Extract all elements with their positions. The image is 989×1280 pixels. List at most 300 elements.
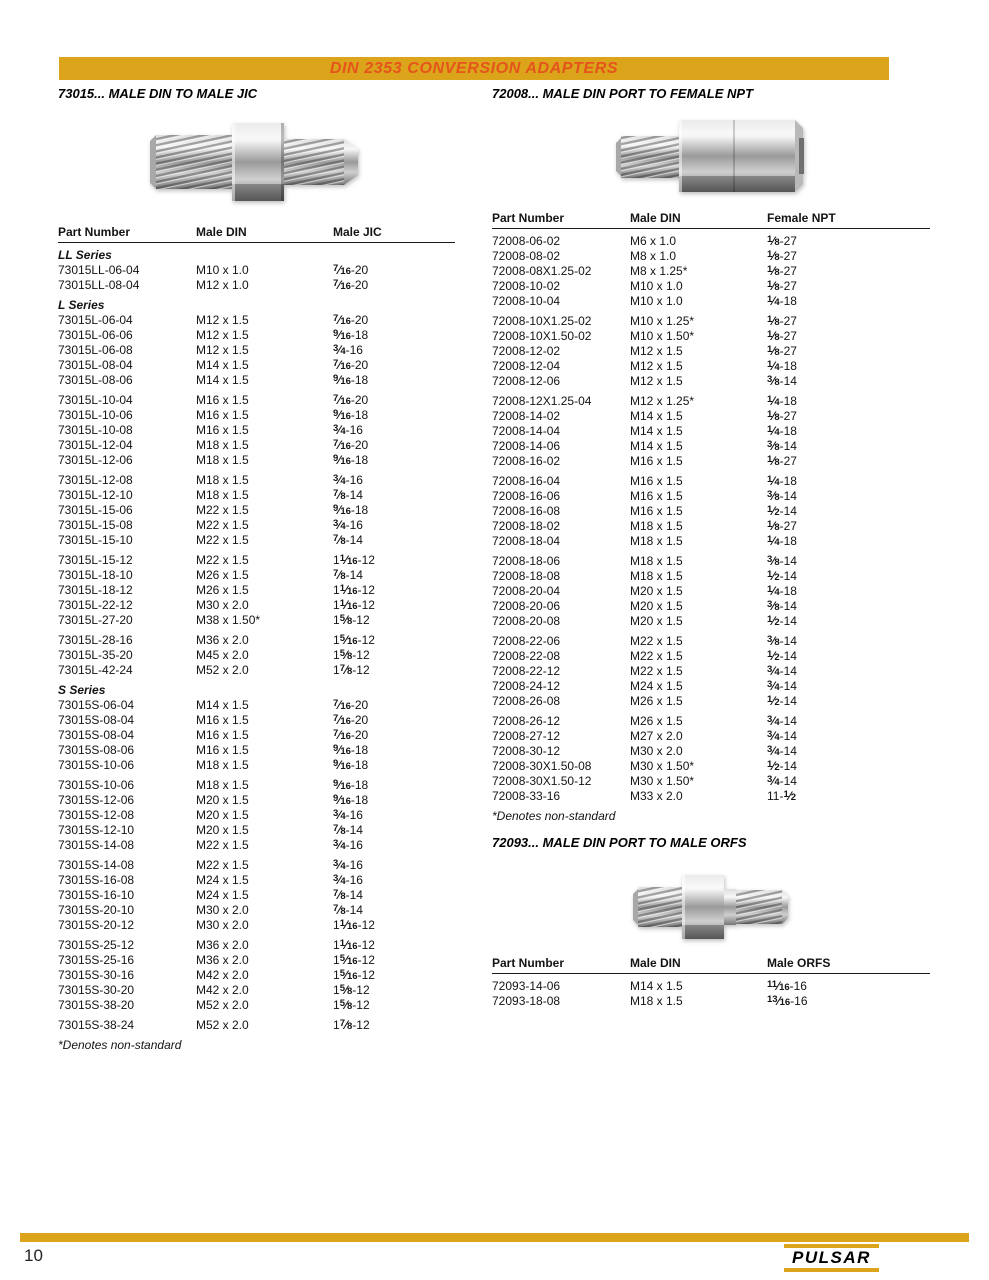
- table-row: [58, 503, 455, 518]
- part-number-cell: 72008-14-04: [492, 424, 561, 438]
- male-din-cell: M12 x 1.5: [630, 359, 683, 373]
- row-group: [58, 778, 455, 853]
- table-row: [492, 489, 930, 504]
- row-group: [58, 248, 455, 293]
- thread-size-cell: $1^5⁄8-12$: [333, 982, 370, 997]
- thread-size-cell: $^1$⁄8-27: [767, 278, 797, 293]
- table-row: [58, 938, 455, 953]
- male-din-cell: M30 x 2.0: [196, 918, 249, 932]
- footer-gold-bar: [20, 1233, 969, 1242]
- male-din-cell: M10 x 1.0: [630, 294, 683, 308]
- series-label: S Series: [58, 683, 106, 697]
- table-row: [58, 553, 455, 568]
- table-row: [492, 359, 930, 374]
- column-header: Male DIN: [630, 956, 681, 970]
- part-number-cell: 73015L-15-10: [58, 533, 133, 547]
- row-group: [492, 474, 930, 549]
- part-number-cell: 72008-10-02: [492, 279, 561, 293]
- part-number-cell: 73015L-12-08: [58, 473, 133, 487]
- male-din-cell: M14 x 1.5: [630, 979, 683, 993]
- table-row: [58, 313, 455, 328]
- row-group: [58, 553, 455, 628]
- thread-size-cell: $^9$⁄16-18: [333, 407, 369, 422]
- thread-size-cell: $^7$⁄8-14: [333, 567, 363, 582]
- male-din-cell: M18 x 1.5: [196, 473, 249, 487]
- male-din-cell: M18 x 1.5: [630, 569, 683, 583]
- jic-table: [58, 225, 455, 1033]
- thread-size-cell: $^9$⁄16-18: [333, 742, 369, 757]
- table-row: [58, 998, 455, 1013]
- male-din-cell: M30 x 2.0: [630, 744, 683, 758]
- male-din-cell: M52 x 2.0: [196, 1018, 249, 1032]
- part-number-cell: 73015L-15-08: [58, 518, 133, 532]
- part-number-cell: 72008-26-12: [492, 714, 561, 728]
- section-title-npt: 72008... MALE DIN PORT TO FEMALE NPT: [492, 86, 754, 101]
- part-number-cell: 73015S-10-06: [58, 778, 135, 792]
- part-number-cell: 73015L-10-08: [58, 423, 133, 437]
- male-din-cell: M24 x 1.5: [196, 873, 249, 887]
- table-row: [58, 793, 455, 808]
- table-row: [58, 373, 455, 388]
- thread-size-cell: $1^5⁄8-12$: [333, 997, 370, 1012]
- part-number-cell: 73015L-06-08: [58, 343, 133, 357]
- thread-size-cell: $^3$⁄4-16: [333, 517, 363, 532]
- part-number-cell: 73015S-20-12: [58, 918, 135, 932]
- table-row: [58, 663, 455, 678]
- male-din-cell: M45 x 2.0: [196, 648, 249, 662]
- part-number-cell: 73015S-38-20: [58, 998, 135, 1012]
- table-row: [492, 439, 930, 454]
- thread-size-cell: $^9$⁄16-18: [333, 757, 369, 772]
- part-number-cell: 73015S-16-10: [58, 888, 135, 902]
- page-title: DIN 2353 CONVERSION ADAPTERS: [329, 59, 619, 77]
- thread-size-cell: $^3$⁄8-14: [767, 633, 797, 648]
- male-din-cell: M8 x 1.25*: [630, 264, 688, 278]
- male-din-cell: M10 x 1.0: [196, 263, 249, 277]
- part-number-cell: 73015S-06-04: [58, 698, 135, 712]
- thread-size-cell: $^7$⁄16-20: [333, 277, 369, 292]
- footnote-jic: *Denotes non-standard: [58, 1038, 182, 1052]
- table-row: [492, 519, 930, 534]
- thread-size-cell: $^7$⁄8-14: [333, 887, 363, 902]
- male-din-cell: M8 x 1.0: [630, 249, 677, 263]
- footnote-npt: *Denotes non-standard: [492, 809, 616, 823]
- male-din-cell: M14 x 1.5: [630, 409, 683, 423]
- male-din-cell: M27 x 2.0: [630, 729, 683, 743]
- section-npt-orfs: [492, 86, 930, 1014]
- thread-size-cell: $^7$⁄16-20: [333, 357, 369, 372]
- part-number-cell: 72008-18-04: [492, 534, 561, 548]
- male-din-cell: M18 x 1.5: [630, 554, 683, 568]
- table-row: [492, 994, 930, 1009]
- male-din-cell: M12 x 1.5: [630, 374, 683, 388]
- thread-size-cell: $^1$⁄8-27: [767, 313, 797, 328]
- thread-size-cell: $^9$⁄16-18: [333, 452, 369, 467]
- part-number-cell: 73015L-08-04: [58, 358, 133, 372]
- table-row: [58, 808, 455, 823]
- male-din-cell: M18 x 1.5: [196, 488, 249, 502]
- part-number-cell: 72008-30X1.50-08: [492, 759, 592, 773]
- thread-size-cell: $^9$⁄16-18: [333, 792, 369, 807]
- male-din-cell: M18 x 1.5: [196, 438, 249, 452]
- male-din-cell: M10 x 1.0: [630, 279, 683, 293]
- part-number-cell: 73015S-16-08: [58, 873, 135, 887]
- male-din-cell: M12 x 1.25*: [630, 394, 695, 408]
- part-number-cell: 72008-22-12: [492, 664, 561, 678]
- section-jic: [58, 86, 455, 1052]
- male-din-cell: M10 x 1.50*: [630, 329, 695, 343]
- part-number-cell: 73015L-12-10: [58, 488, 133, 502]
- part-number-cell: 72008-10X1.25-02: [492, 314, 592, 328]
- row-group: [492, 979, 930, 1009]
- male-din-cell: M36 x 2.0: [196, 953, 249, 967]
- table-row: [492, 759, 930, 774]
- row-group: [58, 298, 455, 388]
- thread-size-cell: $^3$⁄8-14: [767, 598, 797, 613]
- section-title-jic: 73015... MALE DIN TO MALE JIC: [58, 86, 258, 101]
- row-group: [58, 1018, 455, 1033]
- table-row: [58, 838, 455, 853]
- thread-size-cell: $^3$⁄8-14: [767, 373, 797, 388]
- table-row: [492, 474, 930, 489]
- male-din-cell: M14 x 1.5: [196, 358, 249, 372]
- thread-size-cell: $^1$⁄2-14: [767, 693, 797, 708]
- table-row: [58, 873, 455, 888]
- thread-size-cell: $^9$⁄16-18: [333, 327, 369, 342]
- column-header: Male ORFS: [767, 956, 831, 970]
- thread-size-cell: $^1$⁄8-27: [767, 453, 797, 468]
- table-row: [492, 599, 930, 614]
- table-row: [58, 918, 455, 933]
- male-din-cell: M18 x 1.5: [196, 758, 249, 772]
- thread-size-cell: $^9$⁄16-18: [333, 502, 369, 517]
- column-header: Part Number: [492, 956, 565, 970]
- thread-size-cell: $^3$⁄4-14: [767, 728, 797, 743]
- thread-size-cell: $^{13}$⁄16-16: [767, 993, 808, 1008]
- product-photo-npt: [492, 101, 930, 211]
- column-header: Male DIN: [196, 225, 247, 239]
- male-din-cell: M22 x 1.5: [196, 858, 249, 872]
- table-row: [58, 778, 455, 793]
- row-group: [492, 394, 930, 469]
- thread-size-cell: $^1$⁄8-27: [767, 408, 797, 423]
- male-din-cell: M30 x 1.50*: [630, 774, 695, 788]
- thread-size-cell: $^1$⁄4-18: [767, 293, 797, 308]
- table-row: [492, 344, 930, 359]
- thread-size-cell: 11-$^1$⁄2: [767, 788, 797, 803]
- thread-size-cell: $^1$⁄4-18: [767, 533, 797, 548]
- table-row: [58, 743, 455, 758]
- thread-size-cell: $^7$⁄16-20: [333, 437, 369, 452]
- table-row: [58, 263, 455, 278]
- thread-size-cell: $^7$⁄16-20: [333, 712, 369, 727]
- table-row: [492, 424, 930, 439]
- table-row: [58, 568, 455, 583]
- male-din-cell: M12 x 1.5: [196, 313, 249, 327]
- table-header-row: [492, 211, 930, 229]
- table-row: [58, 328, 455, 343]
- row-group: [492, 234, 930, 309]
- table-row: [58, 423, 455, 438]
- fitting-illustration-npt: [613, 108, 809, 204]
- male-din-cell: M18 x 1.5: [196, 453, 249, 467]
- table-row: [58, 598, 455, 613]
- thread-size-cell: $^3$⁄8-14: [767, 438, 797, 453]
- table-row: [58, 858, 455, 873]
- part-number-cell: 72008-10-04: [492, 294, 561, 308]
- table-row: [492, 294, 930, 309]
- part-number-cell: 72008-24-12: [492, 679, 561, 693]
- table-row: [492, 649, 930, 664]
- part-number-cell: 73015L-10-04: [58, 393, 133, 407]
- male-din-cell: M16 x 1.5: [630, 474, 683, 488]
- part-number-cell: 72008-18-06: [492, 554, 561, 568]
- thread-size-cell: $1^1⁄16-12$: [333, 552, 375, 567]
- part-number-cell: 73015L-06-06: [58, 328, 133, 342]
- table-row: [492, 554, 930, 569]
- male-din-cell: M30 x 2.0: [196, 598, 249, 612]
- row-group: [58, 683, 455, 773]
- fitting-illustration-jic: [148, 109, 366, 217]
- thread-size-cell: $^3$⁄4-14: [767, 678, 797, 693]
- thread-size-cell: $^3$⁄4-14: [767, 773, 797, 788]
- table-row: [492, 584, 930, 599]
- column-header: Part Number: [58, 225, 131, 239]
- thread-size-cell: $^1$⁄8-27: [767, 328, 797, 343]
- part-number-cell: 73015L-15-12: [58, 553, 133, 567]
- table-row: [58, 648, 455, 663]
- male-din-cell: M30 x 1.50*: [630, 759, 695, 773]
- part-number-cell: 72008-18-02: [492, 519, 561, 533]
- table-row: [58, 613, 455, 628]
- thread-size-cell: $^1$⁄8-27: [767, 518, 797, 533]
- part-number-cell: 72008-08X1.25-02: [492, 264, 592, 278]
- part-number-cell: 73015S-25-16: [58, 953, 135, 967]
- thread-size-cell: $^7$⁄16-20: [333, 727, 369, 742]
- row-group: [492, 554, 930, 629]
- thread-size-cell: $^7$⁄8-14: [333, 902, 363, 917]
- male-din-cell: M22 x 1.5: [196, 503, 249, 517]
- male-din-cell: M26 x 1.5: [630, 694, 683, 708]
- table-row: [58, 633, 455, 648]
- table-row: [492, 679, 930, 694]
- part-number-cell: 72008-30X1.50-12: [492, 774, 592, 788]
- thread-size-cell: $1^5⁄8-12$: [333, 647, 370, 662]
- part-number-cell: 73015S-12-06: [58, 793, 135, 807]
- pulsar-logo-text: PULSAR: [792, 1248, 871, 1267]
- table-row: [492, 454, 930, 469]
- thread-size-cell: $^7$⁄8-14: [333, 822, 363, 837]
- part-number-cell: 72008-08-02: [492, 249, 561, 263]
- column-header: Male JIC: [333, 225, 382, 239]
- table-row: [492, 394, 930, 409]
- table-row: [58, 983, 455, 998]
- part-number-cell: 72093-18-08: [492, 994, 561, 1008]
- male-din-cell: M22 x 1.5: [630, 649, 683, 663]
- table-row: [492, 234, 930, 249]
- thread-size-cell: $^1$⁄2-14: [767, 503, 797, 518]
- column-header: Male DIN: [630, 211, 681, 225]
- male-din-cell: M26 x 1.5: [196, 583, 249, 597]
- orfs-table: [492, 956, 930, 1009]
- male-din-cell: M16 x 1.5: [196, 713, 249, 727]
- male-din-cell: M16 x 1.5: [196, 728, 249, 742]
- npt-table: [492, 211, 930, 804]
- thread-size-cell: $1^1⁄16-12$: [333, 597, 375, 612]
- male-din-cell: M20 x 1.5: [196, 808, 249, 822]
- table-row: [58, 713, 455, 728]
- thread-size-cell: $^1$⁄2-14: [767, 613, 797, 628]
- part-number-cell: 72093-14-06: [492, 979, 561, 993]
- table-row: [58, 903, 455, 918]
- row-group: [492, 314, 930, 389]
- part-number-cell: 72008-06-02: [492, 234, 561, 248]
- thread-size-cell: $^1$⁄2-14: [767, 648, 797, 663]
- thread-size-cell: $^3$⁄4-14: [767, 713, 797, 728]
- table-row: [58, 488, 455, 503]
- table-row: [492, 714, 930, 729]
- table-row: [58, 698, 455, 713]
- table-header-row: [492, 956, 930, 974]
- part-number-cell: 72008-12-06: [492, 374, 561, 388]
- table-row: [492, 504, 930, 519]
- part-number-cell: 73015L-35-20: [58, 648, 133, 662]
- thread-size-cell: $^1$⁄2-14: [767, 568, 797, 583]
- male-din-cell: M22 x 1.5: [196, 518, 249, 532]
- part-number-cell: 73015S-12-10: [58, 823, 135, 837]
- thread-size-cell: $^1$⁄2-14: [767, 758, 797, 773]
- male-din-cell: M16 x 1.5: [196, 743, 249, 757]
- part-number-cell: 73015L-18-10: [58, 568, 133, 582]
- row-group: [58, 858, 455, 933]
- table-row: [58, 343, 455, 358]
- table-row: [492, 569, 930, 584]
- thread-size-cell: $^3$⁄4-16: [333, 807, 363, 822]
- part-number-cell: 72008-30-12: [492, 744, 561, 758]
- male-din-cell: M30 x 2.0: [196, 903, 249, 917]
- male-din-cell: M12 x 1.5: [196, 328, 249, 342]
- male-din-cell: M6 x 1.0: [630, 234, 677, 248]
- table-row: [58, 758, 455, 773]
- male-din-cell: M36 x 2.0: [196, 633, 249, 647]
- male-din-cell: M14 x 1.5: [630, 439, 683, 453]
- part-number-cell: 73015L-18-12: [58, 583, 133, 597]
- pulsar-logo: [784, 1244, 879, 1272]
- part-number-cell: 72008-18-08: [492, 569, 561, 583]
- male-din-cell: M12 x 1.5: [196, 343, 249, 357]
- part-number-cell: 73015L-42-24: [58, 663, 133, 677]
- part-number-cell: 73015L-08-06: [58, 373, 133, 387]
- table-row: [58, 358, 455, 373]
- thread-size-cell: $1^7⁄8-12$: [333, 1017, 370, 1032]
- male-din-cell: M18 x 1.5: [630, 534, 683, 548]
- part-number-cell: 73015S-38-24: [58, 1018, 135, 1032]
- part-number-cell: 72008-12-02: [492, 344, 561, 358]
- table-row: [492, 329, 930, 344]
- table-row: [58, 518, 455, 533]
- part-number-cell: 73015S-08-06: [58, 743, 135, 757]
- male-din-cell: M20 x 1.5: [630, 599, 683, 613]
- part-number-cell: 73015L-12-04: [58, 438, 133, 452]
- thread-size-cell: $^3$⁄4-14: [767, 663, 797, 678]
- thread-size-cell: $1^5⁄8-12$: [333, 612, 370, 627]
- table-row: [492, 774, 930, 789]
- part-number-cell: 73015L-12-06: [58, 453, 133, 467]
- thread-size-cell: $^1$⁄8-27: [767, 343, 797, 358]
- male-din-cell: M14 x 1.5: [630, 424, 683, 438]
- male-din-cell: M52 x 2.0: [196, 663, 249, 677]
- part-number-cell: 73015L-15-06: [58, 503, 133, 517]
- part-number-cell: 72008-16-08: [492, 504, 561, 518]
- thread-size-cell: $^3$⁄4-16: [333, 342, 363, 357]
- part-number-cell: 72008-22-06: [492, 634, 561, 648]
- male-din-cell: M18 x 1.5: [630, 519, 683, 533]
- table-row: [492, 249, 930, 264]
- row-group: [58, 393, 455, 468]
- thread-size-cell: $1^1⁄16-12$: [333, 582, 375, 597]
- male-din-cell: M16 x 1.5: [196, 423, 249, 437]
- male-din-cell: M14 x 1.5: [196, 698, 249, 712]
- column-header: Female NPT: [767, 211, 836, 225]
- thread-size-cell: $^3$⁄8-14: [767, 553, 797, 568]
- thread-size-cell: $^7$⁄16-20: [333, 262, 369, 277]
- part-number-cell: 73015S-30-16: [58, 968, 135, 982]
- male-din-cell: M12 x 1.0: [196, 278, 249, 292]
- male-din-cell: M20 x 1.5: [196, 793, 249, 807]
- male-din-cell: M16 x 1.5: [196, 408, 249, 422]
- part-number-cell: 73015L-28-16: [58, 633, 133, 647]
- male-din-cell: M16 x 1.5: [196, 393, 249, 407]
- table-row: [58, 953, 455, 968]
- thread-size-cell: $^7$⁄16-20: [333, 697, 369, 712]
- table-header-row: [58, 225, 455, 243]
- male-din-cell: M22 x 1.5: [196, 553, 249, 567]
- male-din-cell: M38 x 1.50*: [196, 613, 261, 627]
- table-row: [58, 393, 455, 408]
- male-din-cell: M24 x 1.5: [196, 888, 249, 902]
- part-number-cell: 73015S-08-04: [58, 728, 135, 742]
- page-number: 10: [24, 1246, 43, 1265]
- table-row: [58, 453, 455, 468]
- part-number-cell: 73015S-25-12: [58, 938, 135, 952]
- series-label: LL Series: [58, 248, 112, 262]
- thread-size-cell: $^1$⁄4-18: [767, 393, 797, 408]
- part-number-cell: 72008-12X1.25-04: [492, 394, 592, 408]
- row-group: [492, 714, 930, 804]
- part-number-cell: 73015S-30-20: [58, 983, 135, 997]
- table-row: [58, 408, 455, 423]
- male-din-cell: M16 x 1.5: [630, 454, 683, 468]
- part-number-cell: 73015S-12-08: [58, 808, 135, 822]
- part-number-cell: 72008-22-08: [492, 649, 561, 663]
- table-row: [58, 728, 455, 743]
- part-number-cell: 72008-20-08: [492, 614, 561, 628]
- thread-size-cell: $1^7⁄8-12$: [333, 662, 370, 677]
- thread-size-cell: $^1$⁄4-18: [767, 423, 797, 438]
- part-number-cell: 73015S-20-10: [58, 903, 135, 917]
- male-din-cell: M52 x 2.0: [196, 998, 249, 1012]
- thread-size-cell: $^3$⁄4-16: [333, 872, 363, 887]
- section-title-orfs: 72093... MALE DIN PORT TO MALE ORFS: [492, 835, 747, 850]
- thread-size-cell: $^7$⁄16-20: [333, 312, 369, 327]
- male-din-cell: M36 x 2.0: [196, 938, 249, 952]
- part-number-cell: 72008-10X1.50-02: [492, 329, 592, 343]
- part-number-cell: 73015L-22-12: [58, 598, 133, 612]
- thread-size-cell: $^7$⁄8-14: [333, 487, 363, 502]
- thread-size-cell: $^3$⁄4-16: [333, 422, 363, 437]
- product-photo-orfs: [492, 856, 930, 956]
- table-row: [492, 729, 930, 744]
